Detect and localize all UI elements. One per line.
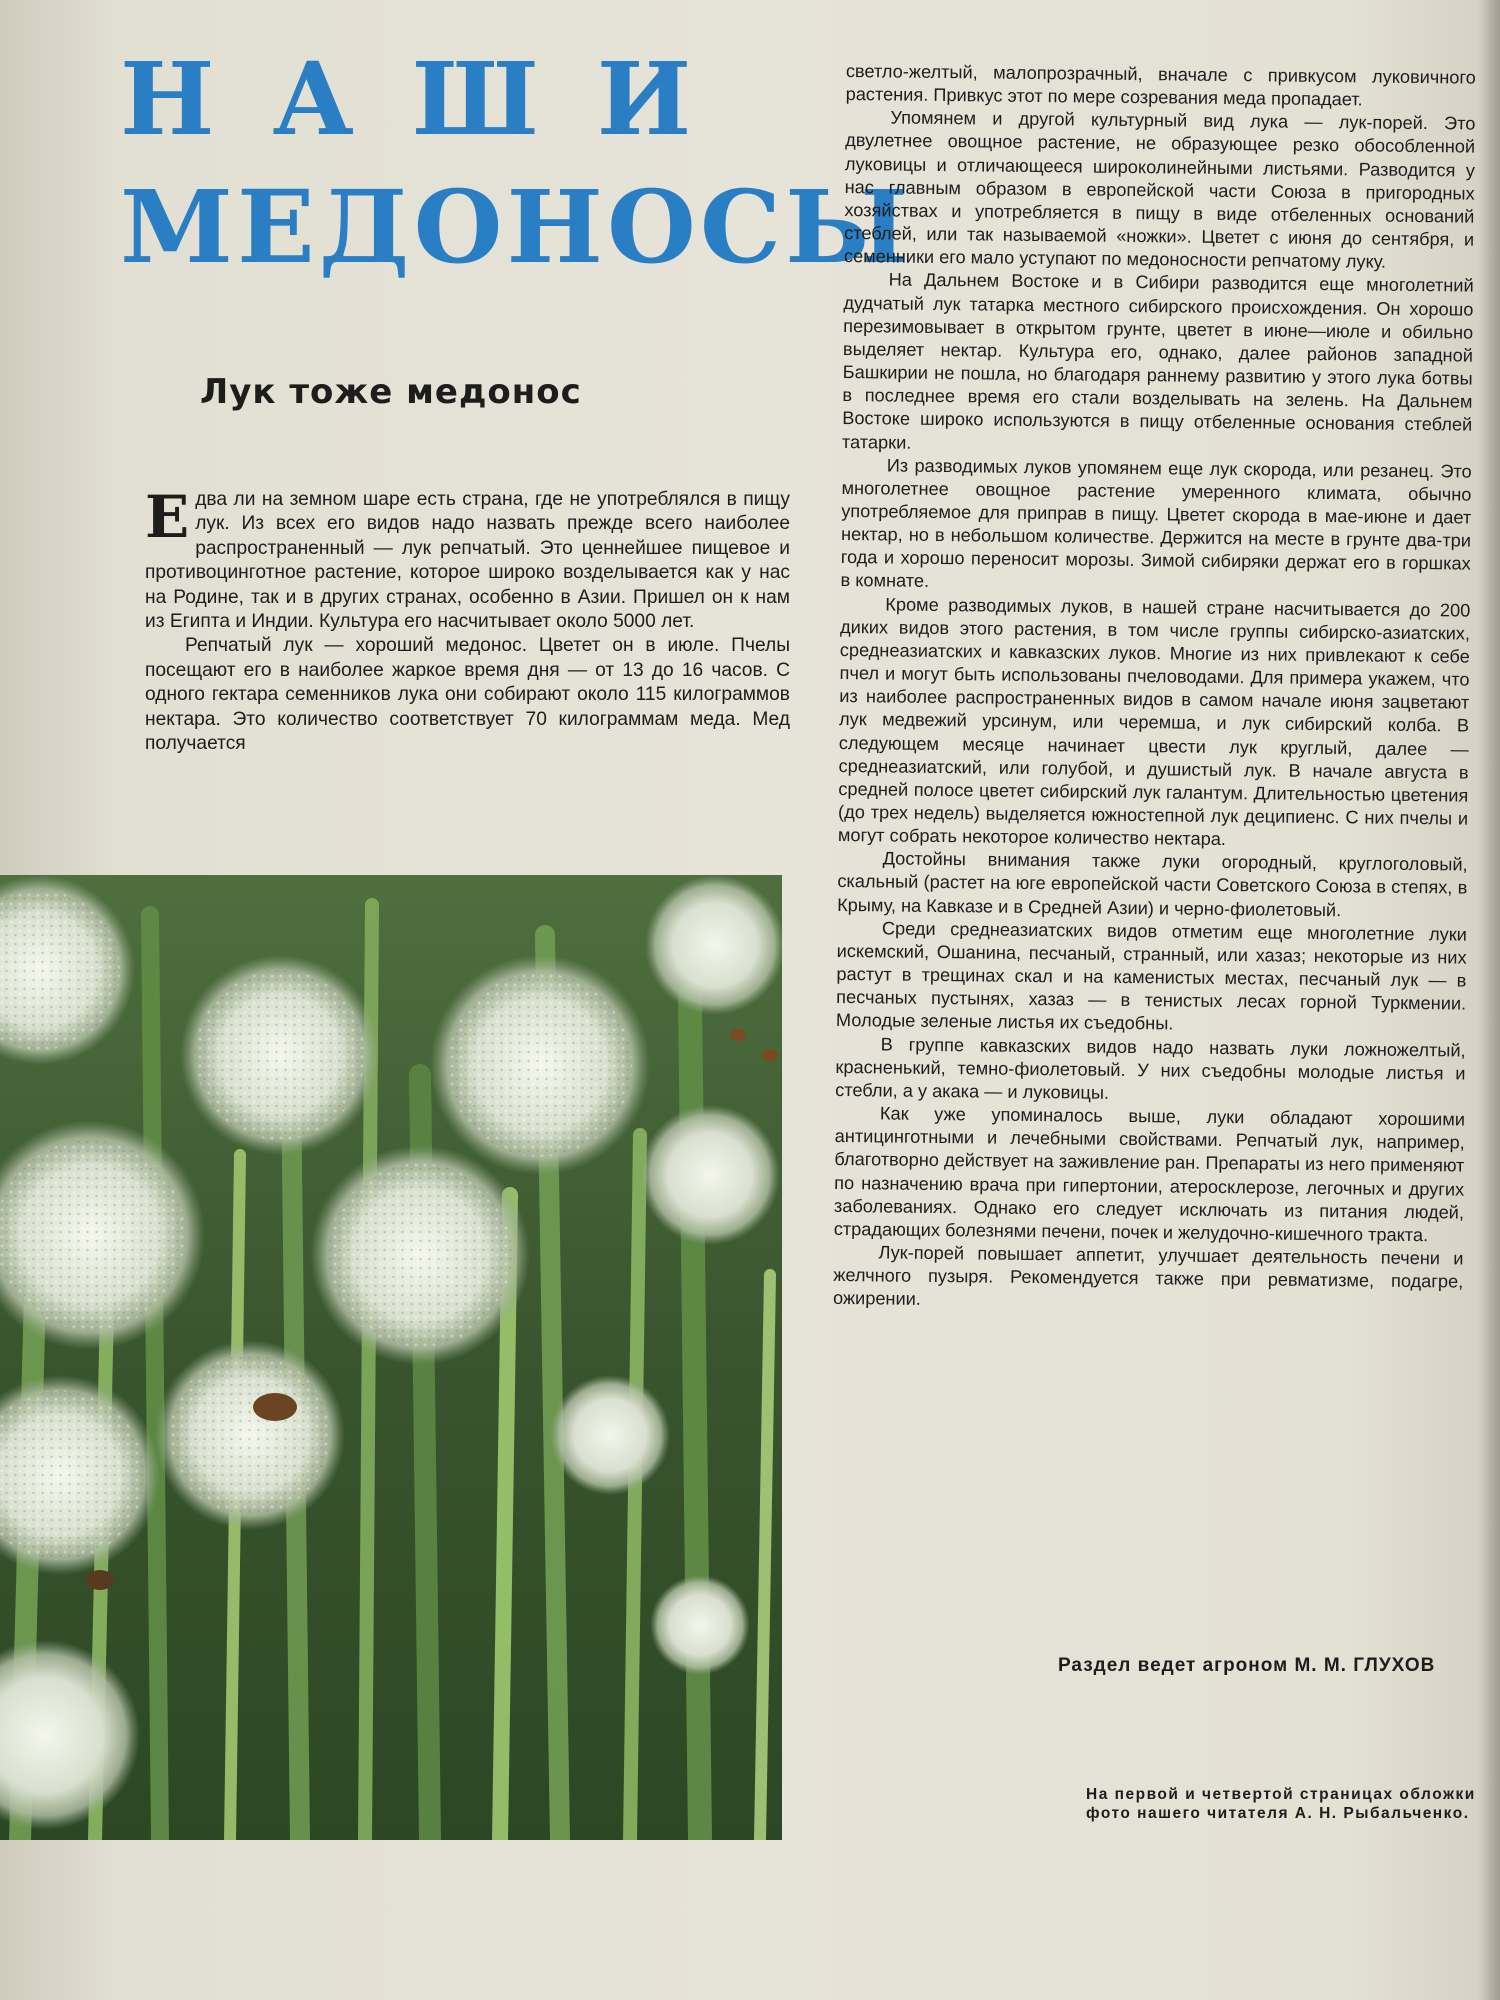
paragraph: Кроме разводимых луков, в нашей стране насчитывается до 200 диких видов этого растения, в том числе группы сибирско-азиатских, среднеазиатских и кавказских луков. Многие из них привлекают к себе пчел и могут быть использованы пчеловодами. Для примера укажем, что из наиболее распространенных видов в самом начале июня зацветают лук медвежий урсинум, или черемша, и лук сибирский колба. В следующем месяце начинает цвести лук круглый, далее — среднеазиатский, или голубой, и душистый лук. В начале августа в средней полосе цветет сибирский лук галантум. Длительностью цветения (до трех недель) выделяется южностепной лук деципиенс. С них пчелы и могут собрать некоторое количество нектара. — [837, 594, 1471, 850]
author-credit: Раздел ведет агроном М. М. ГЛУХОВ — [1058, 1655, 1436, 1676]
paragraph: Лук-порей повышает аппетит, улучшает деятельность печени и желчного пузыря. Рекомендуется также при ревматизме, подагре, ожирении. — [832, 1242, 1464, 1310]
paragraph: Из разводимых луков упомянем еще лук скорода, или резанец. Это многолетнее овощное растение умеренного климата, обычно употребляемое для приправ в пищу. Цветет скорода в мае-июне и дает нектар, но в небольшом количестве. Держится на месте в грунте два-три года и хорошо переносит морозы. Зимой сибиряки держат его в горшках в комнате. — [840, 455, 1472, 592]
paragraph: Среди среднеазиатских видов отметим еще многолетние луки искемский, Ошанина, песчаный, странный, или хазаз; некоторые из них растут в трещинах скал и на каменистых местах, песчаный лук — в песчаных пустынях, хазаз — в тенистых лесах горной Туркмении. Молодые зеленые листья их съедобны. — [835, 918, 1467, 1034]
article-left-column — [145, 483, 790, 756]
paragraph: Достойны внимания также луки огородный, круглоголовый, скальный (растет на юге европейской части Советского Союза в степях, в Крыму, на Кавказе и в Средней Азии) и черно-фиолетовый. — [837, 848, 1468, 920]
paragraph: Едва ли на земном шаре есть страна, где не употреблялся в пищу лук. Из всех его видов надо назвать прежде всего наиболее распространенный — лук репчатый. Это ценнейшее пищевое и противоцинготное растение, которое широко возделывается как у нас на Родине, так и в других странах, особенно в Азии. Пришел он к нам из Египта и Индии. Культура его насчитывает около 5000 лет. — [145, 483, 790, 633]
drop-cap: Е — [145, 483, 190, 551]
title-line-2: МЕДОНОСЫ — [120, 168, 912, 286]
paragraph: Как уже упоминалось выше, луки обладают хорошими антицинготными и лечебными свойствами. Репчатый лук, например, благотворно действует на заживление ран. Препараты из него применяют по назначению врача при гипертонии, атеросклерозе, легочных и других заболеваниях. Однако его следует исключать из питания людей, страдающих болезнями печени, почек и желудочно-кишечного тракта. — [833, 1103, 1466, 1245]
page-binding-shadow — [1478, 0, 1500, 2000]
paragraph: светло-желтый, малопрозрачный, вначале с привкусом луковичного растения. Привкус этот по мере созревания меда пропадает. — [845, 60, 1476, 110]
onion-flowers-illustration — [0, 875, 782, 1840]
article-subtitle: Лук тоже медонос — [200, 372, 582, 412]
title-line-1: НАШИ — [120, 40, 750, 158]
paragraph: В группе кавказских видов надо назвать луки ложножелтый, красненький, темно-фиолетовый. У них съедобны молодые листья и стебли, а у акака — и луковицы. — [835, 1033, 1466, 1103]
article-right-column — [833, 60, 1476, 1317]
onion-flowers-photo — [0, 875, 782, 1840]
paragraph: На Дальнем Востоке и в Сибири разводится еще многолетний дудчатый лук татарка местного сибирского происхождения. Он хорошо перезимовывает в открытом грунте, цветет в июне—июле и обильно выделяет нектар. Культура его, однако, далее районов западной Башкирии не пошла, но благодаря раннему развитию у этого лука ботвы в последнее время его стали возделывать на зелень. На Дальнем Востоке широко используются в пищу отбеленные основания стеблей татарки. — [841, 269, 1474, 453]
photo-caption: На первой и четвертой страницах обложки фото нашего читателя А. Н. Рыбальченко. — [1086, 1786, 1476, 1822]
paragraph: Упомянем и другой культурный вид лука — лук-порей. Это двулетнее овощное растение, не образующее резко обособленной луковицы и отличающееся широколинейными листьями. Разводится у нас главным образом в европейской части Союза в пригородных хозяйствах и употребляется в пищу в виде отбеленных оснований стеблей, или так называемой «ножки». Цветет с июня до сентября, и семенники его мало уступают по медоносности репчатому луку. — [843, 107, 1476, 272]
paragraph: Репчатый лук — хороший медонос. Цветет он в июле. Пчелы посещают его в наиболее жаркое время дня — от 13 до 16 часов. С одного гектара семенников лука они собирают около 115 килограммов нектара. Это количество соответствует 70 килограммам меда. Мед получается — [145, 635, 790, 755]
